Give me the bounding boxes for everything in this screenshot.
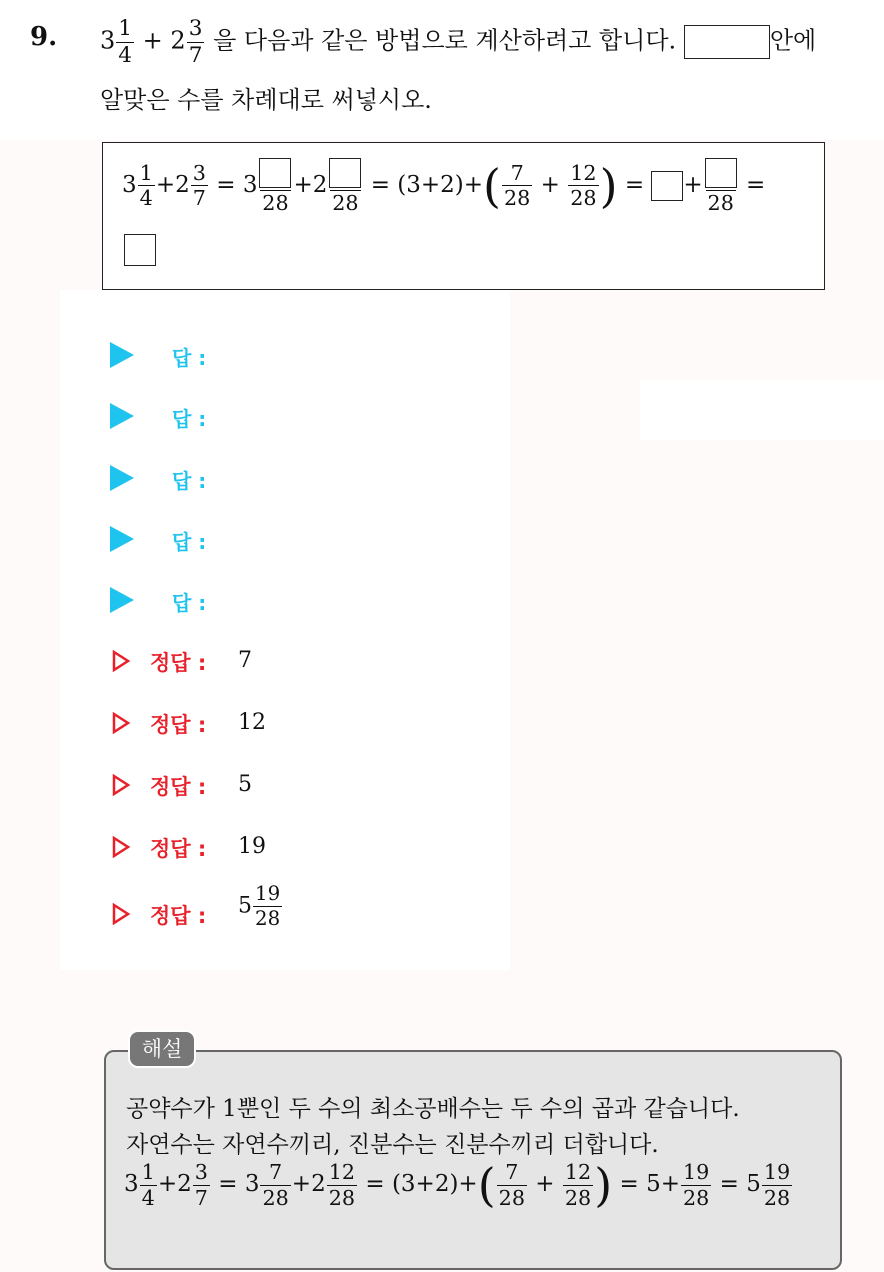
fraction — [191, 160, 208, 211]
problem-final-blank — [124, 234, 156, 266]
triangle-arrow-icon — [110, 526, 134, 552]
fraction-numerator — [328, 158, 362, 190]
correct-answer-value: 12 — [238, 710, 266, 735]
fraction — [258, 158, 292, 214]
paren-sum: (3+2)+ — [397, 171, 484, 198]
fraction-denominator: 28 — [682, 1185, 710, 1210]
right-paren: ) — [599, 158, 618, 213]
fraction-numerator: 1 — [139, 160, 153, 185]
whole: 3 — [122, 171, 137, 198]
fraction — [563, 1162, 593, 1208]
fraction-denominator: 28 — [498, 1185, 525, 1210]
right-paren: ) — [594, 1158, 613, 1213]
fraction-denominator: 28 — [255, 906, 281, 930]
outline-triangle-icon — [112, 836, 130, 858]
fraction — [704, 158, 738, 214]
correct-answer-value: 19 — [238, 834, 266, 859]
fraction-numerator: 1 — [118, 16, 133, 41]
triangle-arrow-icon — [110, 342, 134, 368]
outline-triangle-icon — [112, 903, 130, 925]
plus-sign: + — [540, 171, 560, 198]
fraction-denominator: 28 — [328, 1185, 356, 1210]
explanation-equation — [124, 1158, 793, 1213]
paren-sum: (3+2)+ — [391, 1171, 478, 1198]
fraction — [187, 18, 205, 66]
question-text: 을 다음과 같은 방법으로 계산하려고 합니다. — [213, 26, 677, 55]
whole: 3 — [244, 1171, 260, 1198]
correct-answer-label: 정답 : — [150, 837, 207, 861]
triangle-arrow-icon — [110, 403, 134, 429]
blank-box-icon — [124, 234, 156, 266]
fraction-numerator — [258, 158, 292, 190]
fraction-numerator: 7 — [510, 160, 524, 185]
correct-answer-label: 정답 : — [150, 775, 207, 799]
fraction — [502, 160, 532, 211]
equals-sign: = — [365, 1171, 385, 1198]
fraction — [762, 1162, 792, 1208]
whole: 2 — [312, 171, 328, 198]
equals-sign: = — [746, 171, 766, 198]
fraction — [568, 160, 598, 211]
answer-label: 답 : — [172, 469, 207, 493]
outline-triangle-icon — [112, 650, 130, 672]
fraction-numerator: 7 — [269, 1160, 283, 1184]
five-plus: 5+ — [646, 1171, 680, 1198]
plus-sign: + — [535, 1171, 555, 1198]
fraction-denominator: 28 — [262, 1185, 289, 1210]
whole: 5 — [238, 893, 252, 919]
mixed-number-whole: 3 — [100, 26, 116, 55]
blank-box-icon — [705, 158, 737, 188]
left-paren: ( — [483, 158, 501, 213]
triangle-arrow-icon — [110, 587, 134, 613]
answer-row — [110, 465, 134, 491]
fraction-numerator: 3 — [192, 160, 206, 185]
fraction-denominator: 4 — [139, 186, 153, 211]
fraction-denominator: 28 — [570, 186, 597, 211]
explanation-line-2: 자연수는 자연수끼리, 진분수는 진분수끼리 더합니다. — [126, 1132, 659, 1158]
fraction — [140, 1162, 157, 1208]
blank-box-icon — [259, 158, 291, 188]
answer-row — [110, 403, 134, 429]
left-paren: ( — [477, 1158, 496, 1213]
fraction-numerator: 3 — [194, 1160, 208, 1184]
correct-answer-label: 정답 : — [150, 713, 207, 737]
answer-label: 답 : — [172, 407, 207, 431]
plus-sign: + — [683, 171, 703, 198]
fraction — [193, 1162, 210, 1208]
fraction-numerator: 7 — [505, 1160, 519, 1184]
plus-sign: + — [155, 171, 176, 198]
fraction-numerator: 12 — [328, 1160, 356, 1184]
question-line-2: 알맞은 수를 차례대로 써넣시오. — [100, 86, 432, 114]
outline-triangle-icon — [112, 712, 130, 734]
fraction-denominator: 28 — [763, 1185, 791, 1210]
mixed-number-whole: 2 — [170, 26, 186, 55]
fraction-denominator: 7 — [188, 42, 203, 68]
correct-answer-value: 7 — [238, 648, 252, 673]
fraction-numerator: 12 — [564, 1160, 592, 1184]
answer-row — [110, 587, 134, 613]
whole: 3 — [124, 1171, 139, 1198]
answer-label: 답 : — [172, 591, 207, 615]
whole: 5 — [746, 1171, 761, 1198]
equals-sign: = — [370, 171, 390, 198]
question-text-end: 안에 — [769, 26, 817, 55]
fraction-denominator: 7 — [194, 1185, 208, 1210]
fraction-denominator: 4 — [141, 1185, 155, 1210]
fraction-denominator: 28 — [504, 186, 531, 211]
explanation-line-1: 공약수가 1뿐인 두 수의 최소공배수는 두 수의 곱과 같습니다. — [126, 1096, 740, 1122]
fraction — [327, 1162, 357, 1208]
plus-sign: + — [291, 1171, 312, 1198]
explanation-box — [104, 1050, 842, 1270]
fraction-numerator: 19 — [255, 882, 281, 905]
correct-answer-value — [238, 884, 283, 929]
plus-sign: + — [157, 1171, 178, 1198]
answer-row — [110, 342, 134, 368]
fraction-numerator: 12 — [570, 160, 597, 185]
fraction-numerator: 19 — [763, 1160, 791, 1184]
fraction-numerator: 3 — [188, 16, 203, 41]
blank-box-icon — [329, 158, 361, 188]
fraction — [253, 884, 282, 929]
correct-answer-label: 정답 : — [150, 904, 207, 928]
plus-sign: + — [142, 26, 163, 55]
fraction-denominator: 28 — [564, 1185, 592, 1210]
problem-equation — [122, 158, 765, 214]
whole: 3 — [242, 171, 258, 198]
blank-box-icon — [651, 171, 683, 201]
outline-triangle-icon — [112, 774, 130, 796]
fraction — [681, 1162, 711, 1208]
equals-sign: = — [619, 1171, 639, 1198]
equals-sign: = — [216, 171, 236, 198]
answer-row — [110, 526, 134, 552]
fraction-denominator: 7 — [192, 186, 206, 211]
fraction — [138, 160, 155, 211]
blank-box-icon — [684, 25, 770, 59]
fraction-denominator: 4 — [118, 42, 133, 68]
fraction-numerator — [704, 158, 738, 190]
fraction-numerator: 1 — [141, 1160, 155, 1184]
question-number: 9. — [30, 22, 58, 52]
answer-label: 답 : — [172, 530, 207, 554]
whole: 2 — [175, 171, 190, 198]
plus-sign: + — [293, 171, 313, 198]
correct-answer-value: 5 — [238, 772, 252, 797]
triangle-arrow-icon — [110, 465, 134, 491]
whole: 2 — [177, 1171, 192, 1198]
fraction-denominator: 28 — [262, 191, 289, 215]
fraction — [116, 18, 134, 66]
question-line-1 — [100, 18, 816, 66]
fraction-denominator: 28 — [332, 191, 359, 215]
correct-answer-label: 정답 : — [150, 651, 207, 675]
fraction-denominator: 28 — [707, 191, 734, 215]
fraction — [497, 1162, 527, 1208]
answer-label: 답 : — [172, 346, 207, 370]
whole: 2 — [311, 1171, 326, 1198]
fraction-numerator: 19 — [682, 1160, 710, 1184]
explanation-tab: 해설 — [128, 1030, 196, 1068]
fraction — [328, 158, 362, 214]
equals-sign: = — [218, 1171, 238, 1198]
equals-sign: = — [719, 1171, 739, 1198]
equals-sign: = — [624, 171, 645, 198]
fraction — [260, 1162, 290, 1208]
